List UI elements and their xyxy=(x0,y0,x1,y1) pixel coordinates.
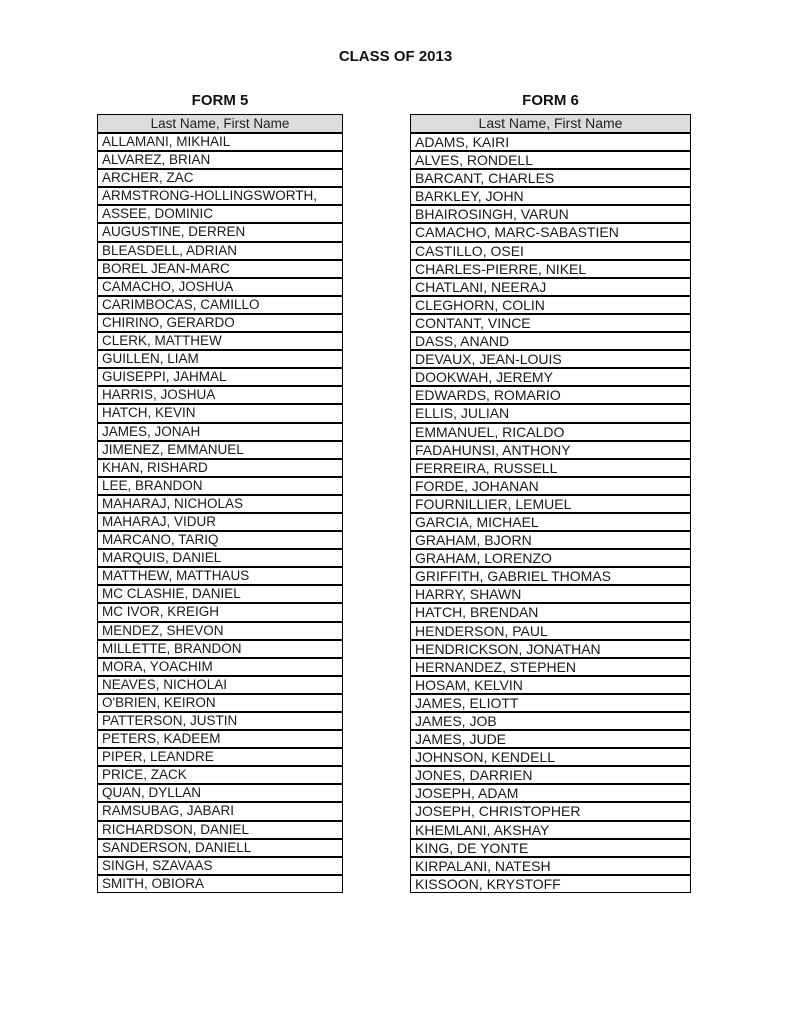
table-row: GRAHAM, BJORN xyxy=(410,531,691,549)
table-row: AUGUSTINE, DERREN xyxy=(97,223,343,241)
table-row: SMITH, OBIORA xyxy=(97,875,343,893)
form6-column-header: Last Name, First Name xyxy=(410,114,691,133)
table-row: ADAMS, KAIRI xyxy=(410,133,691,151)
form5-heading: FORM 5 xyxy=(191,92,249,109)
table-row: EDWARDS, ROMARIO xyxy=(410,386,691,404)
table-row: CHATLANI, NEERAJ xyxy=(410,278,691,296)
table-row: HATCH, BRENDAN xyxy=(410,603,691,621)
table-row: JOSEPH, CHRISTOPHER xyxy=(410,802,691,820)
form5-column-header: Last Name, First Name xyxy=(97,114,343,133)
table-row: CLEGHORN, COLIN xyxy=(410,296,691,314)
table-row: PIPER, LEANDRE xyxy=(97,748,343,766)
table-row: MILLETTE, BRANDON xyxy=(97,640,343,658)
table-row: GRAHAM, LORENZO xyxy=(410,549,691,567)
table-row: KIRPALANI, NATESH xyxy=(410,857,691,875)
table-row: JOSEPH, ADAM xyxy=(410,784,691,802)
table-row: FORDE, JOHANAN xyxy=(410,477,691,495)
table-row: FOURNILLIER, LEMUEL xyxy=(410,495,691,513)
table-row: GUISEPPI, JAHMAL xyxy=(97,368,343,386)
table-row: ALVES, RONDELL xyxy=(410,151,691,169)
table-row: RAMSUBAG, JABARI xyxy=(97,802,343,820)
table-row: O'BRIEN, KEIRON xyxy=(97,694,343,712)
table-row: PATTERSON, JUSTIN xyxy=(97,712,343,730)
table-row: MENDEZ, SHEVON xyxy=(97,622,343,640)
form6-section xyxy=(410,92,691,893)
table-row: QUAN, DYLLAN xyxy=(97,784,343,802)
table-row: CARIMBOCAS, CAMILLO xyxy=(97,296,343,314)
table-row: HOSAM, KELVIN xyxy=(410,676,691,694)
table-row: KING, DE YONTE xyxy=(410,839,691,857)
table-row: SANDERSON, DANIELL xyxy=(97,839,343,857)
form5-section xyxy=(97,92,343,893)
table-row: GARCIA, MICHAEL xyxy=(410,513,691,531)
page-title: CLASS OF 2013 xyxy=(338,48,453,65)
form6-table-body xyxy=(410,133,691,893)
table-row: BHAIROSINGH, VARUN xyxy=(410,205,691,223)
table-row: CLERK, MATTHEW xyxy=(97,332,343,350)
table-row: ASSEE, DOMINIC xyxy=(97,205,343,223)
table-row: PRICE, ZACK xyxy=(97,766,343,784)
table-row: CHIRINO, GERARDO xyxy=(97,314,343,332)
table-row: CAMACHO, JOSHUA xyxy=(97,278,343,296)
table-row: ELLIS, JULIAN xyxy=(410,404,691,422)
table-row: HENDRICKSON, JONATHAN xyxy=(410,640,691,658)
table-row: BARKLEY, JOHN xyxy=(410,187,691,205)
table-row: GUILLEN, LIAM xyxy=(97,350,343,368)
table-row: MARCANO, TARIQ xyxy=(97,531,343,549)
table-row: BARCANT, CHARLES xyxy=(410,169,691,187)
table-row: MAHARAJ, VIDUR xyxy=(97,513,343,531)
table-row: BOREL JEAN-MARC xyxy=(97,260,343,278)
table-row: ALLAMANI, MIKHAIL xyxy=(97,133,343,151)
table-row: MATTHEW, MATTHAUS xyxy=(97,567,343,585)
table-row: ARMSTRONG-HOLLINGSWORTH, xyxy=(97,187,343,205)
table-row: FERREIRA, RUSSELL xyxy=(410,459,691,477)
table-row: CASTILLO, OSEI xyxy=(410,242,691,260)
table-row: MC CLASHIE, DANIEL xyxy=(97,585,343,603)
table-row: NEAVES, NICHOLAI xyxy=(97,676,343,694)
table-row: KHAN, RISHARD xyxy=(97,459,343,477)
table-row: CAMACHO, MARC-SABASTIEN xyxy=(410,223,691,241)
table-row: KHEMLANI, AKSHAY xyxy=(410,821,691,839)
table-row: JONES, DARRIEN xyxy=(410,766,691,784)
form5-table-body xyxy=(97,133,343,893)
table-row: GRIFFITH, GABRIEL THOMAS xyxy=(410,567,691,585)
table-row: HATCH, KEVIN xyxy=(97,404,343,422)
table-row: HARRIS, JOSHUA xyxy=(97,386,343,404)
form5-table xyxy=(97,114,343,893)
table-row: RICHARDSON, DANIEL xyxy=(97,821,343,839)
table-row: JAMES, ELIOTT xyxy=(410,694,691,712)
form6-table xyxy=(410,114,691,893)
table-row: MARQUIS, DANIEL xyxy=(97,549,343,567)
table-row: ARCHER, ZAC xyxy=(97,169,343,187)
table-row: DASS, ANAND xyxy=(410,332,691,350)
table-row: MC IVOR, KREIGH xyxy=(97,603,343,621)
table-row: JAMES, JUDE xyxy=(410,730,691,748)
table-row: DEVAUX, JEAN-LOUIS xyxy=(410,350,691,368)
table-row: MAHARAJ, NICHOLAS xyxy=(97,495,343,513)
table-row: MORA, YOACHIM xyxy=(97,658,343,676)
table-row: JOHNSON, KENDELL xyxy=(410,748,691,766)
table-row: JIMENEZ, EMMANUEL xyxy=(97,441,343,459)
table-row: PETERS, KADEEM xyxy=(97,730,343,748)
table-row: HERNANDEZ, STEPHEN xyxy=(410,658,691,676)
form6-heading: FORM 6 xyxy=(522,92,579,109)
table-row: JAMES, JONAH xyxy=(97,423,343,441)
table-row: DOOKWAH, JEREMY xyxy=(410,368,691,386)
table-row: CHARLES-PIERRE, NIKEL xyxy=(410,260,691,278)
table-row: HARRY, SHAWN xyxy=(410,585,691,603)
table-row: KISSOON, KRYSTOFF xyxy=(410,875,691,893)
table-row: CONTANT, VINCE xyxy=(410,314,691,332)
table-row: ALVAREZ, BRIAN xyxy=(97,151,343,169)
table-row: FADAHUNSI, ANTHONY xyxy=(410,441,691,459)
table-row: HENDERSON, PAUL xyxy=(410,622,691,640)
table-row: EMMANUEL, RICALDO xyxy=(410,423,691,441)
table-row: JAMES, JOB xyxy=(410,712,691,730)
table-row: SINGH, SZAVAAS xyxy=(97,857,343,875)
table-row: BLEASDELL, ADRIAN xyxy=(97,242,343,260)
table-row: LEE, BRANDON xyxy=(97,477,343,495)
